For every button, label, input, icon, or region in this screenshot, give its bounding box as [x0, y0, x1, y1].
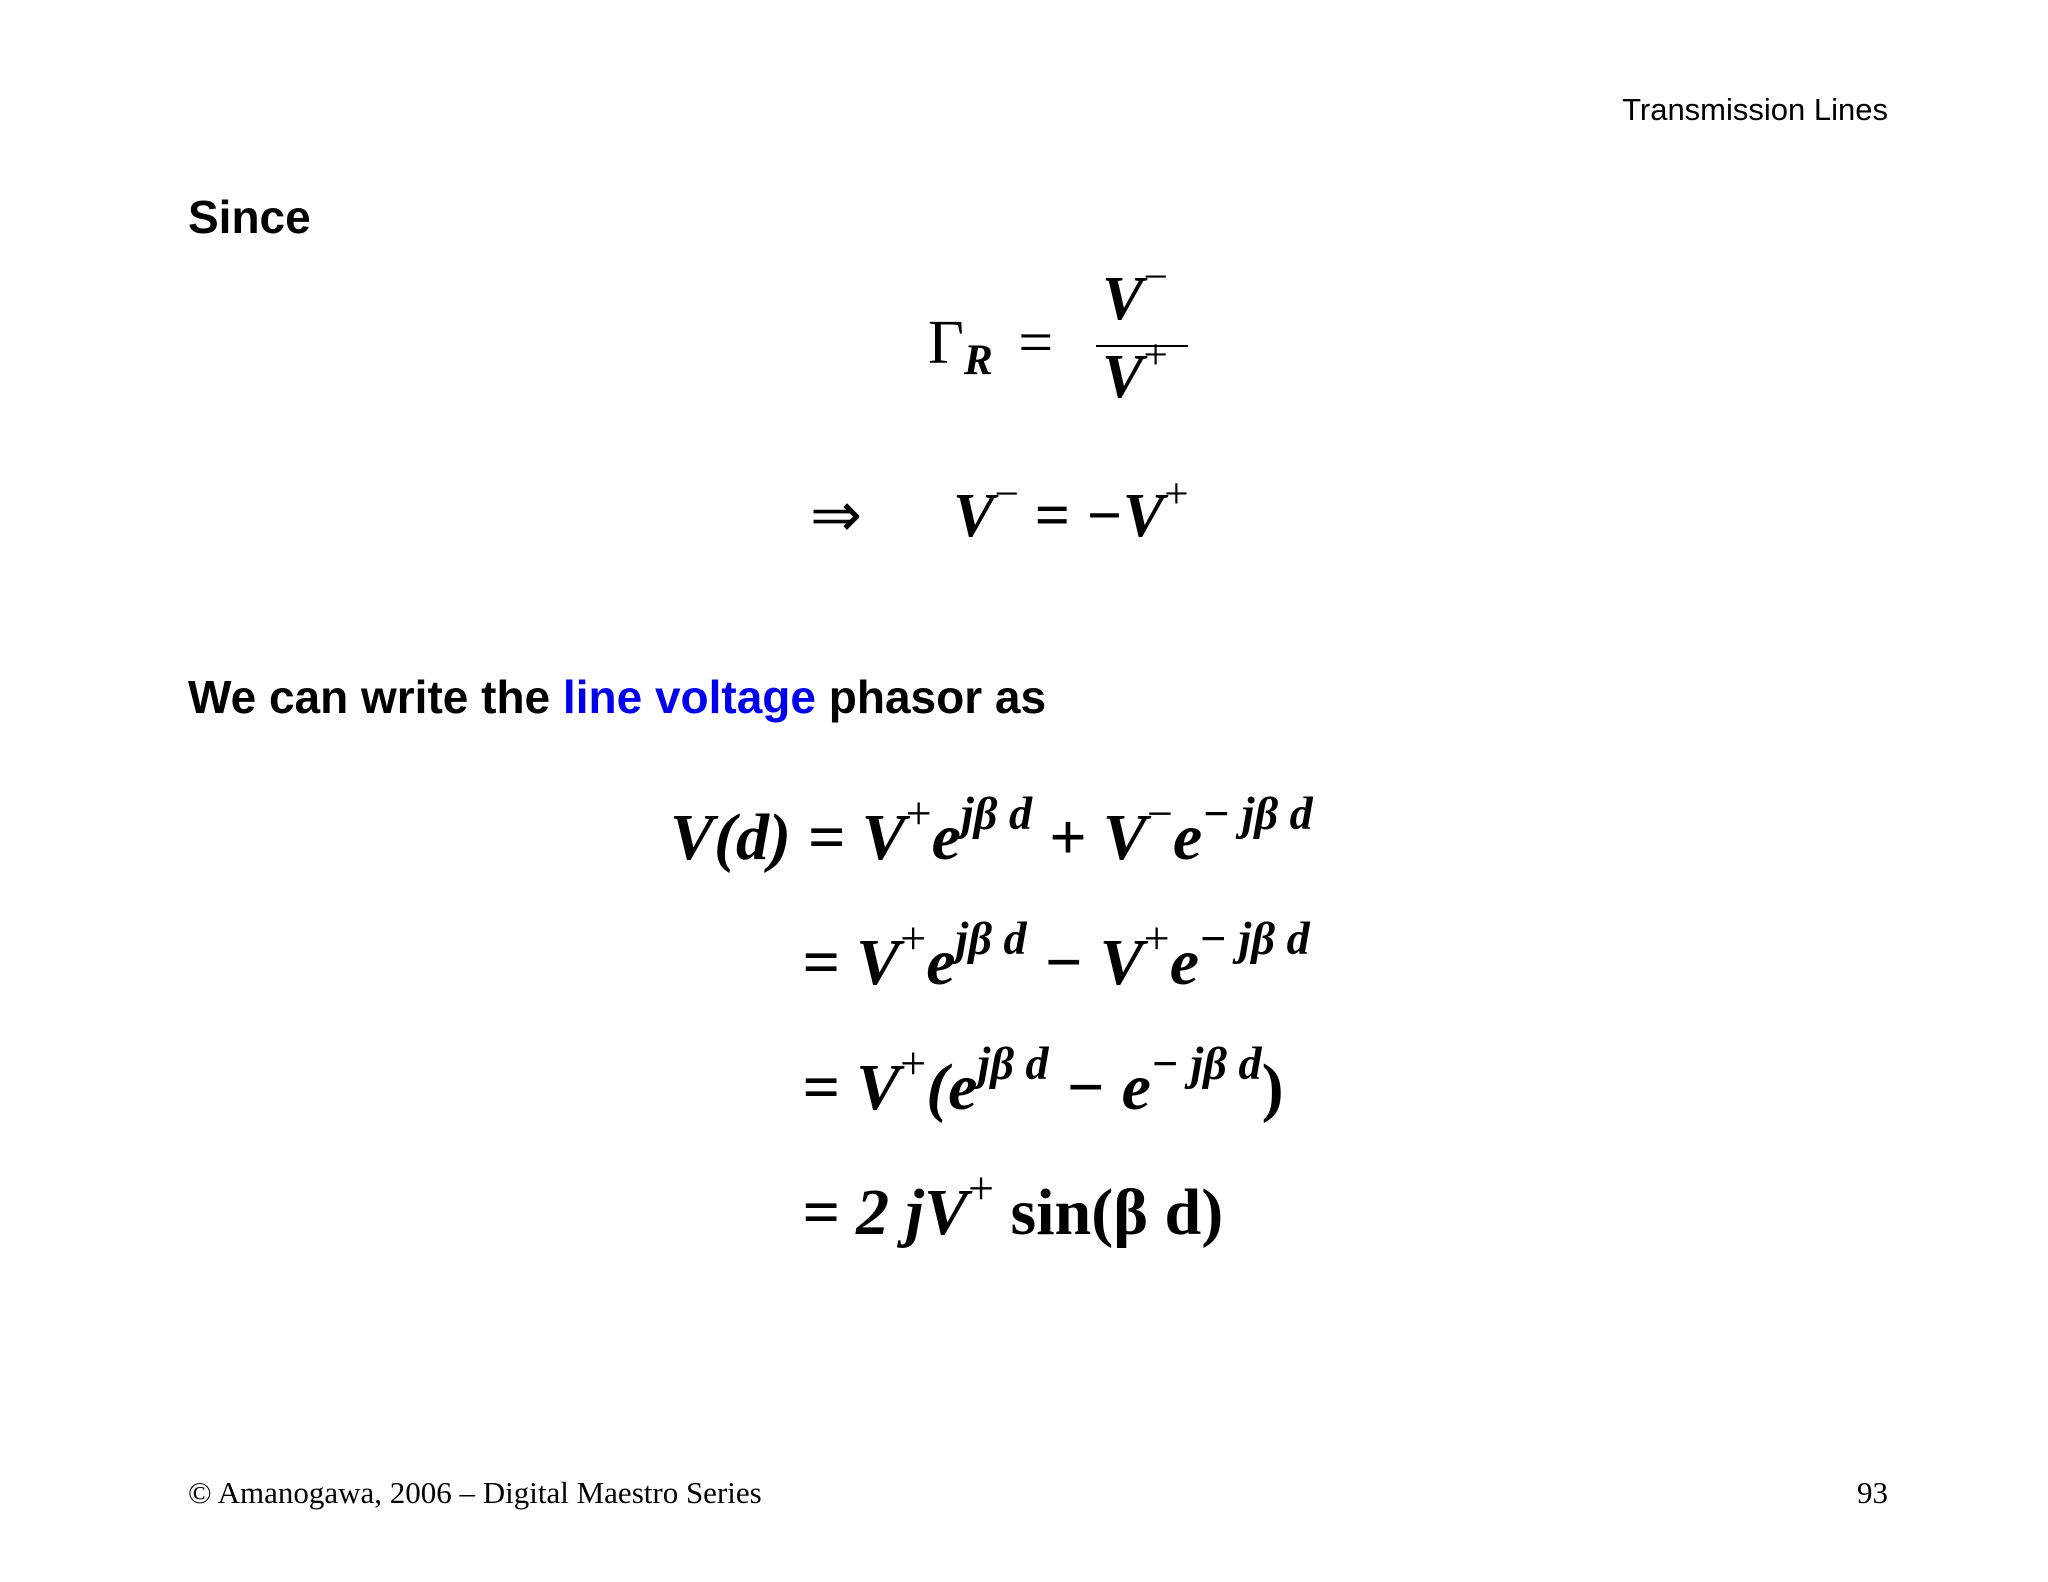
implies-arrow: ⇒	[810, 482, 862, 550]
phasor-intro-sentence: We can write the line voltage phasor as	[188, 671, 1047, 723]
derivation-line-2: = $V^+e^{j\beta d} - V^+e^{- j\beta d}$	[802, 913, 1310, 999]
gamma-subscript: R	[963, 335, 993, 384]
fraction-denominator: V+	[1102, 330, 1168, 411]
footer-page-number: 93	[1857, 1475, 1888, 1510]
implication-equation: ⇒ V− = −V+	[810, 469, 1189, 550]
equals-sign: =	[1018, 309, 1054, 377]
derivation-line-1: $V(d) = V^+e^{j\beta d} + V^-e^{- j\beta d}$	[670, 788, 1313, 874]
footer-copyright: © Amanogawa, 2006 – Digital Maestro Series	[188, 1475, 762, 1510]
since-heading: Since	[188, 191, 311, 243]
page-header-title: Transmission Lines	[1622, 92, 1888, 127]
derivation-line-4: = 2 jV+ sin(β d)	[802, 1163, 1224, 1249]
derivation-line-3: = $V^+(e^{j\beta d} - e^{- j\beta d})$	[802, 1038, 1284, 1124]
fraction	[1096, 252, 1192, 411]
impl-rhs: = −V	[1034, 482, 1165, 550]
fraction-bar	[1096, 345, 1188, 347]
equation-lhs	[928, 308, 1054, 384]
fraction-numerator: V−	[1102, 252, 1168, 333]
gamma-symbol: Γ	[928, 309, 964, 377]
line-voltage-highlight: line voltage	[562, 671, 816, 723]
impl-lhs: V	[952, 482, 995, 550]
